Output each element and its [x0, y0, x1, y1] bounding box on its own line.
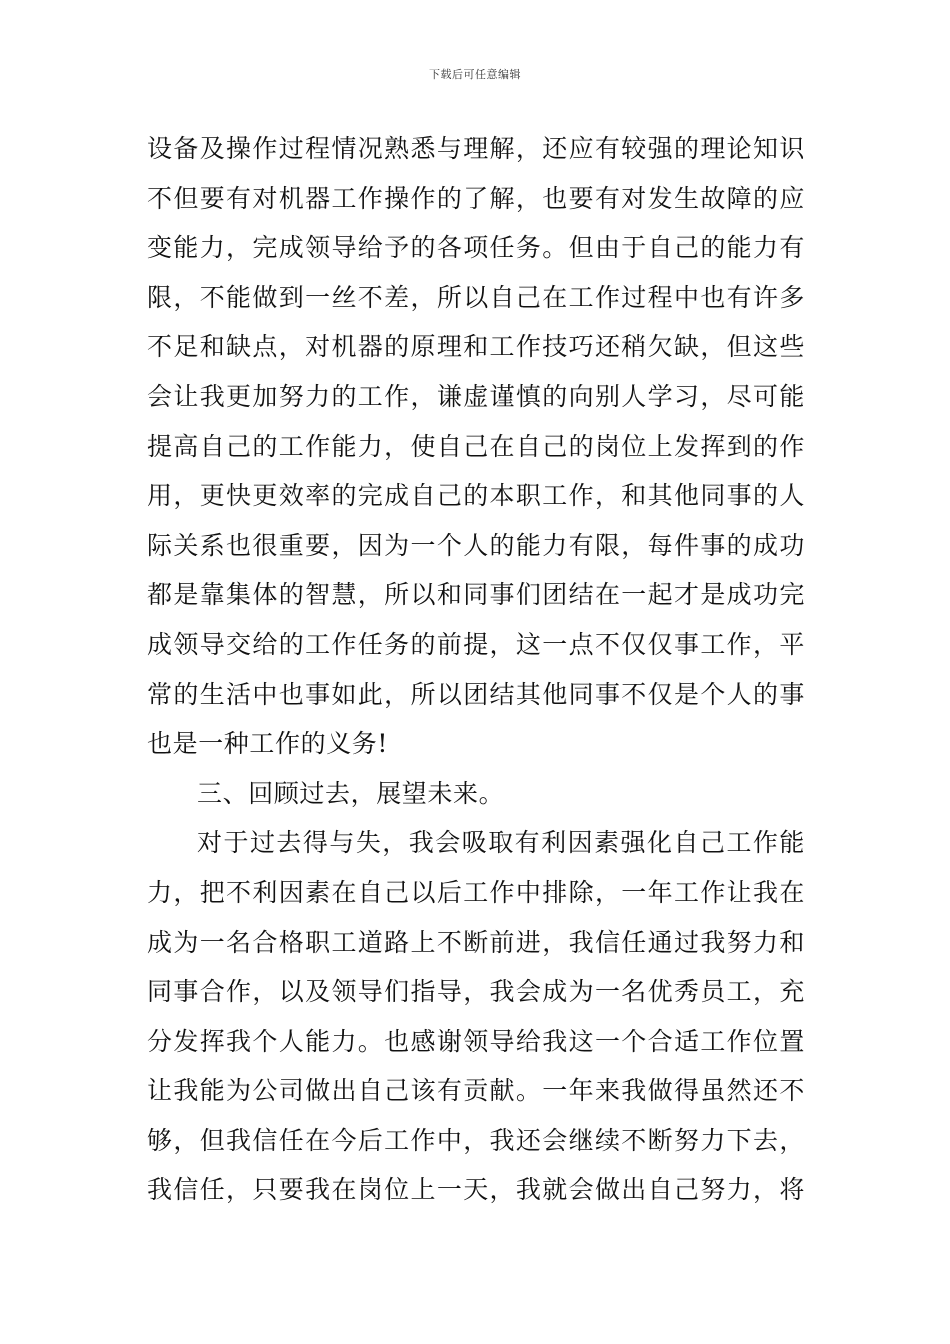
text-line: 成为一名合格职工道路上不断前进，我信任通过我努力和 — [147, 927, 805, 957]
text-line: 用，更快更效率的完成自己的本职工作，和其他同事的人 — [147, 481, 805, 511]
text-line: 对于过去得与失，我会吸取有利因素强化自己工作能 — [197, 828, 805, 858]
text-line: 不但要有对机器工作操作的了解，也要有对发生故障的应 — [147, 183, 805, 213]
text-line: 都是靠集体的智慧，所以和同事们团结在一起才是成功完 — [147, 580, 805, 610]
header-note: 下载后可任意编辑 — [429, 68, 521, 81]
text-line: 也是一种工作的义务! — [147, 729, 389, 759]
section-heading: 三、回顾过去，展望未来。 — [197, 778, 505, 808]
text-line: 力，把不利因素在自己以后工作中排除，一年工作让我在 — [147, 877, 805, 907]
text-line: 同事合作，以及领导们指导，我会成为一名优秀员工，充 — [147, 977, 805, 1007]
text-line: 会让我更加努力的工作，谦虚谨慎的向别人学习，尽可能 — [147, 381, 805, 411]
text-line: 让我能为公司做出自己该有贡献。一年来我做得虽然还不 — [147, 1076, 805, 1106]
text-line: 际关系也很重要，因为一个人的能力有限，每件事的成功 — [147, 530, 805, 560]
text-line: 提高自己的工作能力，使自己在自己的岗位上发挥到的作 — [147, 431, 805, 461]
text-line: 设备及操作过程情况熟悉与理解，还应有较强的理论知识 — [147, 134, 805, 163]
text-line: 我信任，只要我在岗位上一天，我就会做出自己努力，将 — [147, 1175, 805, 1205]
text-line: 常的生活中也事如此，所以团结其他同事不仅是个人的事 — [147, 679, 805, 709]
text-line: 不足和缺点，对机器的原理和工作技巧还稍欠缺，但这些 — [147, 332, 805, 362]
text-line: 分发挥我个人能力。也感谢领导给我这一个合适工作位置 — [147, 1026, 805, 1056]
body-text — [147, 124, 805, 1215]
text-line: 够，但我信任在今后工作中，我还会继续不断努力下去， — [147, 1125, 805, 1155]
text-line: 限，不能做到一丝不差，所以自己在工作过程中也有许多 — [147, 282, 805, 312]
text-line: 变能力，完成领导给予的各项任务。但由于自己的能力有 — [147, 233, 805, 263]
text-line: 成领导交给的工作任务的前提，这一点不仅仅事工作，平 — [147, 629, 805, 659]
